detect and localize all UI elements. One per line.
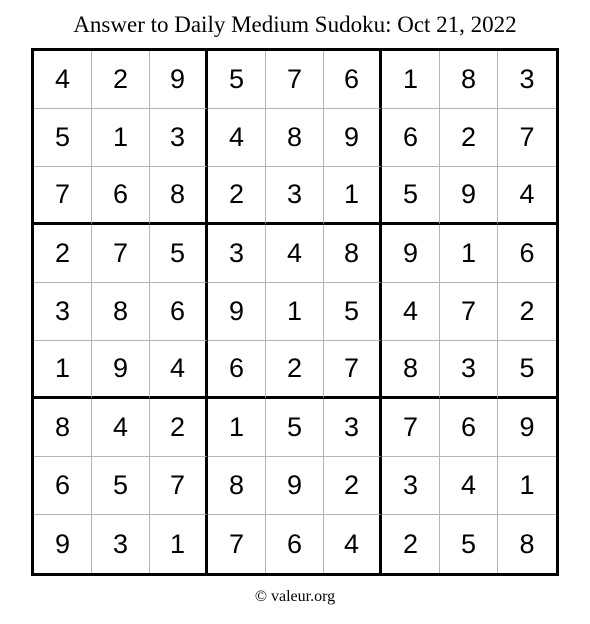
sudoku-cell: 7 xyxy=(498,109,556,167)
sudoku-cell: 9 xyxy=(498,399,556,457)
sudoku-cell: 1 xyxy=(34,341,92,399)
sudoku-cell: 6 xyxy=(208,341,266,399)
sudoku-cell: 7 xyxy=(92,225,150,283)
sudoku-cell: 8 xyxy=(266,109,324,167)
sudoku-cell: 2 xyxy=(34,225,92,283)
sudoku-cell: 4 xyxy=(266,225,324,283)
sudoku-cell: 8 xyxy=(324,225,382,283)
sudoku-cell: 5 xyxy=(208,51,266,109)
sudoku-cell: 1 xyxy=(92,109,150,167)
sudoku-cell: 5 xyxy=(382,167,440,225)
sudoku-cell: 6 xyxy=(440,399,498,457)
sudoku-cell: 9 xyxy=(382,225,440,283)
sudoku-cell: 4 xyxy=(382,283,440,341)
sudoku-cell: 5 xyxy=(324,283,382,341)
sudoku-cell: 9 xyxy=(150,51,208,109)
sudoku-cell: 4 xyxy=(150,341,208,399)
sudoku-cell: 6 xyxy=(498,225,556,283)
sudoku-cell: 3 xyxy=(382,457,440,515)
sudoku-cell: 8 xyxy=(440,51,498,109)
sudoku-cell: 3 xyxy=(34,283,92,341)
sudoku-cell: 7 xyxy=(208,515,266,573)
page-title: Answer to Daily Medium Sudoku: Oct 21, 2022 xyxy=(73,12,517,37)
sudoku-cell: 6 xyxy=(382,109,440,167)
sudoku-cell: 8 xyxy=(92,283,150,341)
sudoku-cell: 8 xyxy=(150,167,208,225)
sudoku-cell: 2 xyxy=(440,109,498,167)
sudoku-cell: 1 xyxy=(324,167,382,225)
sudoku-cell: 2 xyxy=(150,399,208,457)
sudoku-cell: 7 xyxy=(440,283,498,341)
sudoku-cell: 2 xyxy=(382,515,440,573)
sudoku-cell: 3 xyxy=(266,167,324,225)
sudoku-cell: 1 xyxy=(208,399,266,457)
sudoku-cell: 2 xyxy=(498,283,556,341)
sudoku-cell: 2 xyxy=(324,457,382,515)
sudoku-cell: 3 xyxy=(208,225,266,283)
sudoku-cell: 4 xyxy=(208,109,266,167)
sudoku-cell: 3 xyxy=(498,51,556,109)
sudoku-cell: 6 xyxy=(150,283,208,341)
sudoku-cell: 4 xyxy=(92,399,150,457)
sudoku-cell: 5 xyxy=(498,341,556,399)
sudoku-cell: 9 xyxy=(266,457,324,515)
sudoku-cell: 4 xyxy=(498,167,556,225)
sudoku-cell: 8 xyxy=(519,528,535,559)
sudoku-cell: 4 xyxy=(324,515,382,573)
sudoku-cell: 4 xyxy=(34,51,92,109)
sudoku-cell: 5 xyxy=(266,399,324,457)
sudoku-cell: 4 xyxy=(440,457,498,515)
sudoku-cell: 7 xyxy=(34,167,92,225)
sudoku-cell: 8 xyxy=(208,457,266,515)
sudoku-cell: 9 xyxy=(208,283,266,341)
sudoku-cell: 8 xyxy=(34,399,92,457)
sudoku-cell: 1 xyxy=(382,51,440,109)
sudoku-cell: 5 xyxy=(150,225,208,283)
sudoku-cell: 5 xyxy=(440,515,498,573)
sudoku-cell: 6 xyxy=(34,457,92,515)
sudoku-cell: 7 xyxy=(266,51,324,109)
copyright-footer: © valeur.org xyxy=(254,588,336,605)
sudoku-cell: 6 xyxy=(92,167,150,225)
sudoku-cell: 9 xyxy=(440,167,498,225)
sudoku-cell: 7 xyxy=(324,341,382,399)
sudoku-cell: 2 xyxy=(92,51,150,109)
sudoku-cell: 1 xyxy=(266,283,324,341)
sudoku-cell: 3 xyxy=(440,341,498,399)
sudoku-cell: 9 xyxy=(92,341,150,399)
sudoku-cell: 3 xyxy=(324,399,382,457)
sudoku-cell: 8 xyxy=(382,341,440,399)
sudoku-cell: 6 xyxy=(324,51,382,109)
sudoku-cell: 5 xyxy=(92,457,150,515)
sudoku-cell: 1 xyxy=(440,225,498,283)
sudoku-cell: 7 xyxy=(382,399,440,457)
sudoku-cell: 3 xyxy=(92,515,150,573)
sudoku-board xyxy=(31,48,559,576)
sudoku-cell: 3 xyxy=(150,109,208,167)
sudoku-cell: 2 xyxy=(266,341,324,399)
sudoku-cell: 2 xyxy=(208,167,266,225)
sudoku-cell: 9 xyxy=(324,109,382,167)
sudoku-cell: 1 xyxy=(150,515,208,573)
sudoku-cell: 1 xyxy=(498,457,556,515)
sudoku-cell: 9 xyxy=(34,515,92,573)
sudoku-cell: 7 xyxy=(150,457,208,515)
sudoku-cell: 6 xyxy=(266,515,324,573)
sudoku-cell: 5 xyxy=(34,109,92,167)
